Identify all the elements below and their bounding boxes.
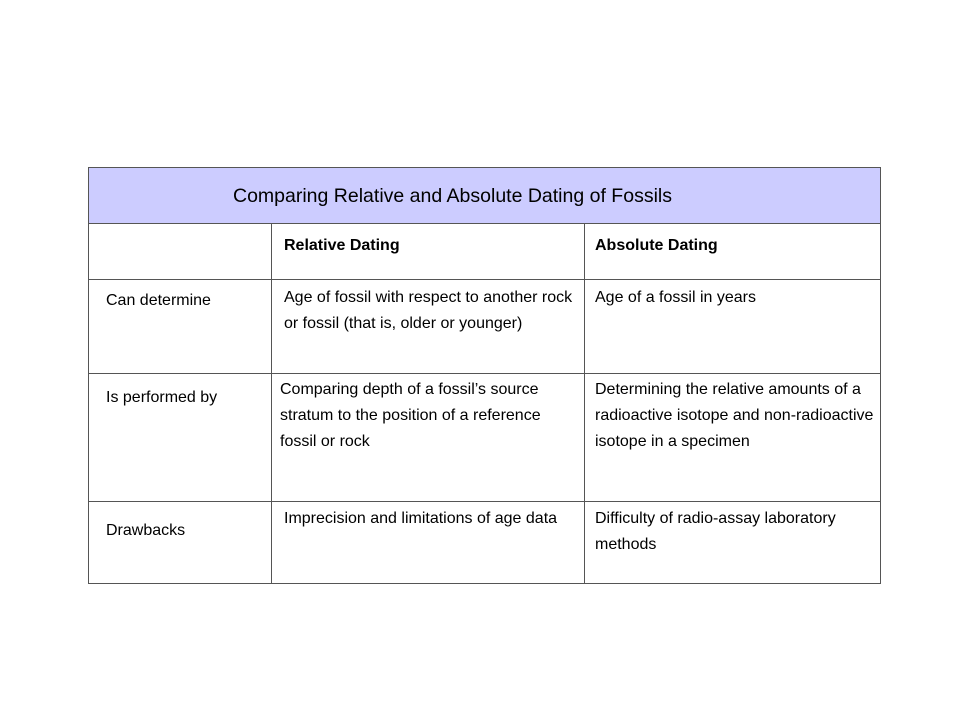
table-row [89, 502, 880, 583]
cell-relative-can-determine: Age of fossil with respect to another rock or fossil (that is, older or younger) [284, 289, 573, 332]
row-label-drawbacks: Drawbacks [106, 522, 186, 539]
table-row [89, 280, 880, 374]
cell-absolute-can-determine: Age of a fossil in years [595, 289, 756, 306]
header-absolute-dating: Absolute Dating [595, 237, 718, 254]
header-relative-dating: Relative Dating [284, 237, 400, 254]
row-label-can-determine: Can determine [106, 292, 211, 309]
column-divider [584, 224, 585, 583]
table-header-row [89, 224, 880, 280]
table-title-row [89, 168, 880, 224]
table-title: Comparing Relative and Absolute Dating of Fossils [233, 185, 672, 207]
comparison-table [88, 167, 881, 584]
cell-relative-drawbacks: Imprecision and limitations of age data [284, 510, 558, 527]
cell-relative-performed-by: Comparing depth of a fossil’s source stratum to the position of a reference fossil or rock [280, 381, 541, 450]
cell-absolute-performed-by: Determining the relative amounts of a radioactive isotope and non-radioactive isotope in a specimen [595, 381, 874, 450]
table-row [89, 374, 880, 502]
column-divider [271, 224, 272, 583]
cell-absolute-drawbacks: Difficulty of radio-assay laboratory methods [595, 510, 836, 553]
row-label-performed-by: Is performed by [106, 389, 218, 406]
